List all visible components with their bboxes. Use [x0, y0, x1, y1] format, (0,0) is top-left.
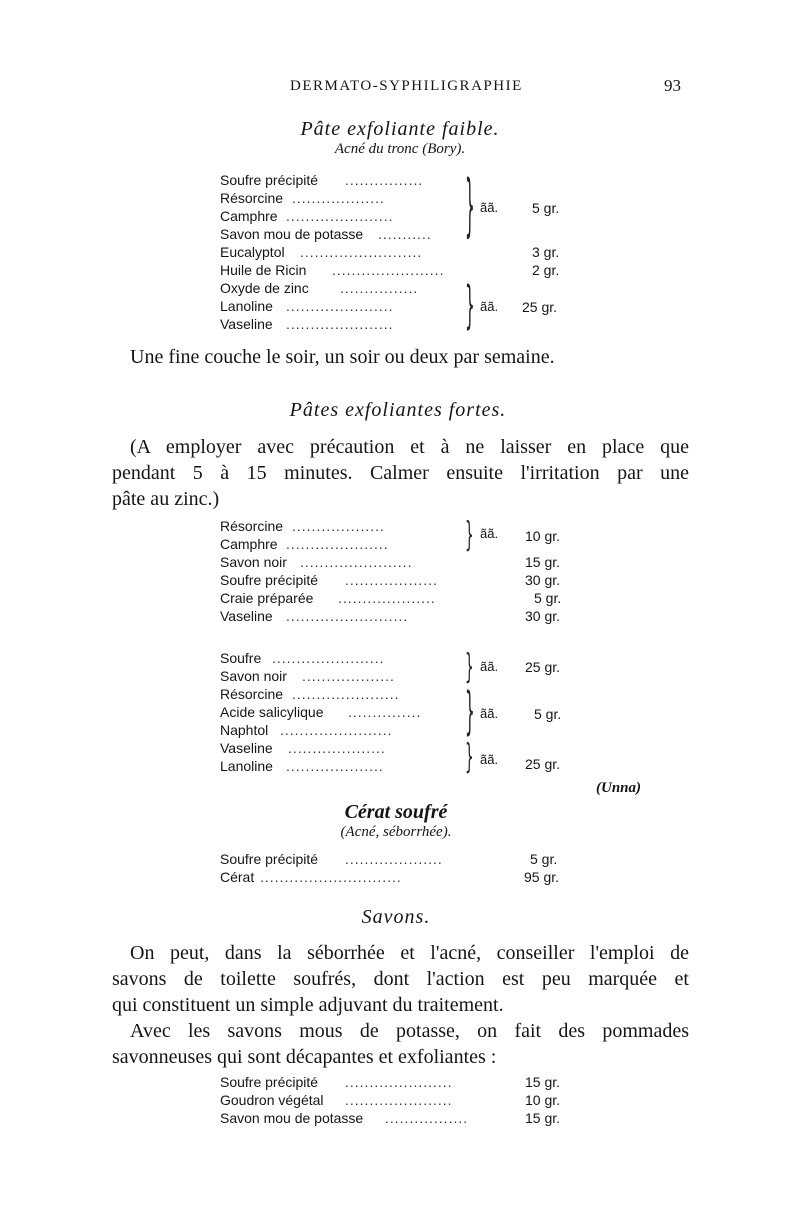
ingredient: Soufre précipité: [220, 172, 319, 188]
recipe-row: [220, 869, 590, 887]
recipe-row: [220, 172, 590, 190]
quantity: 25 gr.: [525, 659, 561, 675]
recipe-row: [220, 316, 590, 334]
leader-dots: ......................: [286, 208, 394, 224]
recipe-row: [220, 572, 590, 590]
ingredient: Camphre: [220, 208, 278, 224]
leader-dots: ......................: [292, 686, 400, 702]
recipe-row: [220, 280, 590, 298]
leader-dots: .................: [385, 1110, 469, 1126]
ingredient: Savon noir: [220, 668, 287, 684]
recipe-pommade-savonneuse: [220, 1074, 590, 1128]
brace: }: [465, 515, 474, 555]
paragraph-line: qui constituent un simple adjuvant du traitement.: [112, 994, 504, 1016]
recipe-row: [220, 590, 590, 608]
quantity: 15 gr.: [525, 554, 561, 570]
leader-dots: ......................: [345, 1074, 453, 1090]
ingredient: Soufre précipité: [220, 851, 319, 867]
ingredient: Naphtol: [220, 722, 269, 738]
leader-dots: ....................: [345, 851, 443, 867]
quantity: 30 gr.: [525, 572, 561, 588]
leader-dots: ................: [345, 172, 424, 188]
paragraph-line: savonneuses qui sont décapantes et exfoliantes :: [112, 1046, 497, 1068]
leader-dots: ......................: [286, 316, 394, 332]
recipe-row: [220, 244, 590, 262]
section-subtitle-acne-seborrhee: (Acné, séborrhée).: [340, 824, 452, 840]
ingredient: Oxyde de zinc: [220, 280, 309, 296]
ingredient: Savon mou de potasse: [220, 1110, 364, 1126]
ingredient: Vaseline: [220, 608, 273, 624]
quantity: 5 gr.: [534, 590, 562, 606]
leader-dots: ......................: [345, 1092, 453, 1108]
recipe-pate-faible: [220, 166, 590, 336]
section-title-cerat-soufre: Cérat soufré: [344, 801, 448, 823]
aa-label: ãã.: [480, 200, 499, 215]
ingredient: Camphre: [220, 536, 278, 552]
leader-dots: ...............: [348, 704, 422, 720]
quantity: 5 gr.: [534, 706, 562, 722]
paragraph-line: (A employer avec précaution et à ne laisser en place que: [130, 436, 689, 458]
leader-dots: .............................: [260, 869, 402, 885]
recipe-row: [220, 262, 590, 280]
paragraph-line: savons de toilette soufrés, dont l'action est peu marquée et: [112, 968, 689, 990]
paragraph-line: On peut, dans la séborrhée et l'acné, conseiller l'emploi de: [130, 942, 689, 964]
ingredient: Soufre précipité: [220, 1074, 319, 1090]
section-title-pates-fortes: Pâtes exfoliantes fortes.: [289, 399, 507, 421]
ingredient: Résorcine: [220, 190, 284, 206]
ingredient: Soufre: [220, 650, 262, 666]
ingredient: Lanoline: [220, 758, 273, 774]
ingredient: Lanoline: [220, 298, 273, 314]
ingredient: Eucalyptol: [220, 244, 285, 260]
aa-label: ãã.: [480, 299, 499, 314]
quantity: 5 gr.: [530, 851, 558, 867]
instruction-paragraph: [112, 434, 689, 512]
recipe-row: [220, 851, 590, 869]
recipe-cerat-soufre: [220, 851, 590, 887]
paragraph-line: pendant 5 à 15 minutes. Calmer ensuite l'irritation par une: [112, 462, 689, 484]
recipe-row: [220, 1092, 590, 1110]
section-title-pate-faible: Pâte exfoliante faible.: [300, 118, 500, 140]
leader-dots: ......................: [286, 298, 394, 314]
leader-dots: .......................: [332, 262, 445, 278]
quantity: 10 gr.: [525, 1092, 561, 1108]
quantity: 25 gr.: [525, 756, 561, 772]
leader-dots: ....................: [288, 740, 386, 756]
quantity: 10 gr.: [525, 528, 561, 544]
ingredient: Cérat: [220, 869, 255, 885]
brace: }: [465, 737, 474, 777]
paragraph-line: Avec les savons mous de potasse, on fait des pommades: [130, 1020, 689, 1042]
quantity: 2 gr.: [532, 262, 560, 278]
brace: }: [465, 275, 475, 336]
author-attribution: (Unna): [596, 780, 642, 796]
ingredient: Vaseline: [220, 316, 273, 332]
quantity: 25 gr.: [522, 299, 558, 315]
ingredient: Soufre précipité: [220, 572, 319, 588]
leader-dots: ...................: [345, 572, 438, 588]
quantity: 5 gr.: [532, 200, 560, 216]
ingredient: Savon mou de potasse: [220, 226, 364, 242]
ingredient: Craie préparée: [220, 590, 314, 606]
ingredient: Résorcine: [220, 518, 284, 534]
ingredient: Huile de Ricin: [220, 262, 307, 278]
brace: }: [465, 166, 475, 246]
usage-note: [112, 344, 689, 370]
leader-dots: .......................: [300, 554, 413, 570]
leader-dots: ...................: [302, 668, 395, 684]
running-head: [0, 78, 800, 102]
leader-dots: .....................: [286, 536, 389, 552]
leader-dots: .......................: [280, 722, 393, 738]
leader-dots: .........................: [300, 244, 423, 260]
ingredient: Acide salicylique: [220, 704, 324, 720]
leader-dots: ...................: [292, 518, 385, 534]
running-title: DERMATO-SYPHILIGRAPHIE: [290, 78, 523, 94]
ingredient: Vaseline: [220, 740, 273, 756]
quantity: 95 gr.: [524, 869, 560, 885]
leader-dots: ................: [340, 280, 419, 296]
leader-dots: ....................: [338, 590, 436, 606]
recipe-forte-b: [220, 647, 590, 777]
aa-label: ãã.: [480, 752, 499, 767]
recipe-forte-a: [220, 515, 590, 626]
leader-dots: .........................: [286, 608, 409, 624]
aa-label: ãã.: [480, 706, 499, 721]
quantity: 15 gr.: [525, 1110, 561, 1126]
page-number: 93: [664, 76, 681, 95]
aa-label: ãã.: [480, 659, 499, 674]
section-title-savons: Savons.: [361, 906, 431, 928]
section-subtitle-acne-tronc: Acné du tronc (Bory).: [334, 141, 466, 157]
recipe-row: [220, 608, 590, 626]
note-line: Une fine couche le soir, un soir ou deux par semaine.: [130, 346, 555, 368]
recipe-row: [220, 1110, 590, 1128]
leader-dots: ....................: [286, 758, 384, 774]
recipe-row: [220, 722, 590, 740]
brace: }: [465, 681, 475, 742]
leader-dots: .......................: [272, 650, 385, 666]
ingredient: Savon noir: [220, 554, 287, 570]
recipe-row: [220, 226, 590, 244]
ingredient: Résorcine: [220, 686, 284, 702]
recipe-row: [220, 1074, 590, 1092]
savons-paragraph: [112, 940, 689, 1070]
leader-dots: ...................: [292, 190, 385, 206]
ingredient: Goudron végétal: [220, 1092, 324, 1108]
recipe-row: [220, 686, 590, 704]
leader-dots: ...........: [378, 226, 432, 242]
aa-label: ãã.: [480, 526, 499, 541]
quantity: 3 gr.: [532, 244, 560, 260]
recipe-row: [220, 554, 590, 572]
quantity: 15 gr.: [525, 1074, 561, 1090]
paragraph-line: pâte au zinc.): [112, 488, 220, 510]
brace: }: [465, 647, 474, 687]
quantity: 30 gr.: [525, 608, 561, 624]
